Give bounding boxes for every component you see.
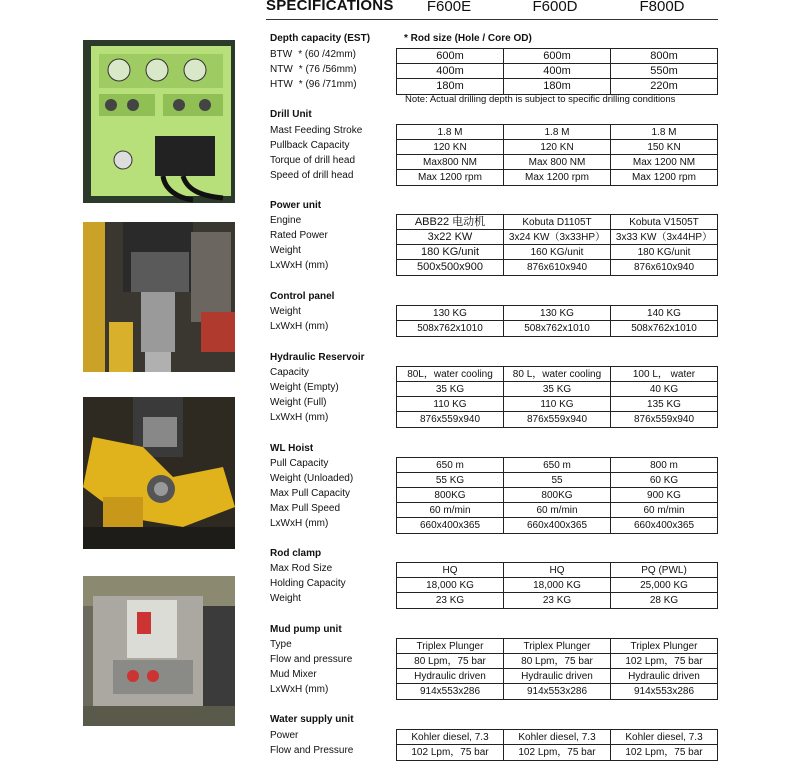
section-title-control-panel: Control panel	[270, 291, 335, 302]
table-cell: 876x559x940	[503, 412, 610, 427]
table-cell: 80 Lpm，75 bar	[396, 654, 503, 669]
row-label-text: Mast Feeding Stroke	[270, 125, 363, 136]
row-label-text: LxWxH (mm)	[270, 412, 329, 423]
table-row	[396, 48, 718, 64]
table-cell: 650 m	[503, 458, 610, 473]
table-cell: 60 m/min	[503, 503, 610, 518]
section-title-power-unit: Power unit	[270, 200, 322, 211]
table-cell: 80 Lpm，75 bar	[503, 654, 610, 669]
section-title-drill-unit: Drill Unit	[270, 109, 312, 120]
table-cell: 400m	[503, 64, 610, 79]
table-cell: Kohler diesel, 7.3	[503, 730, 610, 745]
rod-clamp-photo	[83, 397, 235, 549]
table-cell: 400m	[396, 64, 503, 79]
section-title-hydraulic: Hydraulic Reservoir	[270, 352, 365, 363]
table-cell: 600m	[396, 49, 503, 64]
row-label	[270, 125, 362, 136]
row-label	[270, 412, 328, 423]
row-label	[270, 458, 328, 469]
table-cell: 60 m/min	[396, 503, 503, 518]
table-cell: Hydraulic driven	[503, 669, 610, 684]
table-row	[396, 78, 718, 95]
table-row	[396, 502, 718, 518]
table-cell: 508x762x1010	[396, 321, 503, 336]
row-label	[270, 684, 328, 695]
table-row	[396, 638, 718, 654]
table-row	[396, 63, 718, 79]
row-label	[270, 140, 349, 151]
table-cell: 102 Lpm，75 bar	[396, 745, 503, 760]
table-row	[396, 729, 718, 745]
row-label	[270, 260, 328, 271]
row-label-text: Torque of drill head	[270, 155, 356, 166]
row-label	[270, 563, 332, 574]
table-cell: 1.8 M	[503, 125, 610, 140]
table-row	[396, 517, 718, 534]
table-cell: 876x559x940	[610, 412, 718, 427]
section-title-water-supply: Water supply unit	[270, 714, 354, 725]
table-cell: Triplex Plunger	[610, 639, 718, 654]
table-cell: 660x400x365	[503, 518, 610, 533]
row-label-text: Capacity	[270, 367, 309, 378]
row-label-text: Weight (Full)	[270, 397, 327, 408]
table-cell: 3x24 KW（3x33HP）	[503, 230, 610, 245]
row-label-text: Max Pull Capacity	[270, 488, 351, 499]
table-cell: 800m	[610, 49, 718, 64]
table-cell: Max 1200 NM	[610, 155, 718, 170]
table-cell: 800KG	[396, 488, 503, 503]
table-row	[396, 154, 718, 170]
row-label-text: Weight	[270, 245, 301, 256]
row-label	[270, 503, 340, 514]
row-label-text: LxWxH (mm)	[270, 321, 329, 332]
table-row	[396, 396, 718, 412]
table-row	[396, 169, 718, 186]
table-cell: 3x33 KW（3x44HP）	[610, 230, 718, 245]
table-cell: 800 m	[610, 458, 718, 473]
spec-title: SPECIFICATIONS	[266, 0, 394, 14]
row-label	[270, 382, 339, 393]
table-row	[396, 259, 718, 276]
table-row	[396, 592, 718, 609]
table-cell: 876x610x940	[503, 260, 610, 275]
table-cell: Max 1200 rpm	[396, 170, 503, 185]
row-label	[270, 245, 301, 256]
depth-note: Note: Actual drilling depth is subject to specific drilling conditions	[405, 94, 676, 105]
row-label	[270, 367, 309, 378]
table-cell: 150 KN	[610, 140, 718, 155]
row-label-text: Flow and Pressure	[270, 745, 354, 756]
table-row	[396, 411, 718, 428]
row-label-text: Rated Power	[270, 230, 328, 241]
table-cell: 110 KG	[396, 397, 503, 412]
row-label-text: Speed of drill head	[270, 170, 354, 181]
table-row	[396, 381, 718, 397]
table-cell: 600m	[503, 49, 610, 64]
table-cell: 914x553x286	[503, 684, 610, 699]
row-label	[270, 745, 353, 756]
row-label-text: Weight (Empty)	[270, 382, 339, 393]
row-label	[270, 669, 317, 680]
table-cell: 102 Lpm，75 bar	[503, 745, 610, 760]
table-cell: Kobuta D1105T	[503, 215, 610, 230]
row-label	[270, 215, 301, 226]
table-cell: 60 KG	[610, 473, 718, 488]
table-cell: Hydraulic driven	[610, 669, 718, 684]
row-label-text: Engine	[270, 215, 302, 226]
table-cell: 35 KG	[396, 382, 503, 397]
table-cell: 1.8 M	[396, 125, 503, 140]
table-cell: 102 Lpm，75 bar	[610, 745, 718, 760]
row-label-text: LxWxH (mm)	[270, 684, 329, 695]
table-row	[396, 487, 718, 503]
table-cell: 1.8 M	[610, 125, 718, 140]
control-panel-photo	[83, 40, 235, 203]
table-cell: 80L，water cooling	[396, 367, 503, 382]
table-cell: Max 1200 rpm	[503, 170, 610, 185]
model-f600e: F600E	[426, 0, 472, 15]
table-row	[396, 320, 718, 337]
table-cell: Kobuta V1505T	[610, 215, 718, 230]
table-cell: 55 KG	[396, 473, 503, 488]
table-cell: Hydraulic driven	[396, 669, 503, 684]
spec-header	[266, 0, 718, 20]
row-label-text: LxWxH (mm)	[270, 518, 329, 529]
table-row	[396, 668, 718, 684]
row-label-text: Mud Mixer	[270, 669, 317, 680]
table-cell: Triplex Plunger	[396, 639, 503, 654]
table-cell: 800KG	[503, 488, 610, 503]
row-label-text: Max Pull Speed	[270, 503, 341, 514]
table-cell: 160 KG/unit	[503, 245, 610, 260]
row-label	[270, 79, 357, 90]
model-f600d: F600D	[532, 0, 578, 15]
table-cell: Kohler diesel, 7.3	[610, 730, 718, 745]
drill-head-photo	[83, 222, 235, 372]
table-cell: 876x559x940	[396, 412, 503, 427]
table-cell: 28 KG	[610, 593, 718, 608]
table-cell: 660x400x365	[396, 518, 503, 533]
table-cell: 914x553x286	[396, 684, 503, 699]
power-unit-photo	[83, 576, 235, 726]
row-label	[270, 578, 346, 589]
table-cell: PQ (PWL)	[610, 563, 718, 578]
table-cell: 25,000 KG	[610, 578, 718, 593]
row-label	[270, 593, 301, 604]
table-cell: HQ	[396, 563, 503, 578]
row-label-text: Weight	[270, 306, 301, 317]
table-row	[396, 472, 718, 488]
table-cell: 500x500x900	[396, 260, 503, 275]
table-cell: 3x22 KW	[396, 230, 503, 245]
table-row	[396, 229, 718, 245]
table-cell: 23 KG	[503, 593, 610, 608]
table-row	[396, 653, 718, 669]
header-underline	[266, 19, 718, 20]
table-cell: 80 L，water cooling	[503, 367, 610, 382]
row-label	[270, 230, 328, 241]
table-cell: 876x610x940	[610, 260, 718, 275]
row-label-sub: * (76 /56mm)	[298, 64, 357, 75]
row-label-text: HTW	[270, 79, 293, 90]
table-cell: 60 m/min	[610, 503, 718, 518]
table-cell: 23 KG	[396, 593, 503, 608]
row-label-text: Weight	[270, 593, 301, 604]
table-cell: 135 KG	[610, 397, 718, 412]
table-row	[396, 683, 718, 700]
row-label-text: Power	[270, 730, 299, 741]
table-row	[396, 124, 718, 140]
row-label	[270, 170, 353, 181]
table-cell: 35 KG	[503, 382, 610, 397]
row-label	[270, 321, 328, 332]
table-row	[396, 577, 718, 593]
table-cell: 100 L， water	[610, 367, 718, 382]
row-label-text: Type	[270, 639, 292, 650]
row-label-sub: * (96 /71mm)	[298, 79, 357, 90]
row-label-text: Weight (Unloaded)	[270, 473, 354, 484]
table-cell: 55	[503, 473, 610, 488]
row-label-text: NTW	[270, 64, 293, 75]
table-cell: HQ	[503, 563, 610, 578]
section-title-mud-pump: Mud pump unit	[270, 624, 342, 635]
table-cell: 650 m	[396, 458, 503, 473]
table-cell: 660x400x365	[610, 518, 718, 533]
section-title-rod-clamp: Rod clamp	[270, 548, 322, 559]
row-label	[270, 518, 328, 529]
row-label	[270, 488, 350, 499]
table-cell: 508x762x1010	[610, 321, 718, 336]
table-cell: 18,000 KG	[503, 578, 610, 593]
table-row	[396, 562, 718, 578]
table-row	[396, 214, 718, 230]
table-row	[396, 139, 718, 155]
row-label	[270, 155, 355, 166]
table-cell: 110 KG	[503, 397, 610, 412]
table-cell: 900 KG	[610, 488, 718, 503]
table-cell: 102 Lpm，75 bar	[610, 654, 718, 669]
section-title-depth: Depth capacity (EST)	[270, 33, 371, 44]
row-label	[270, 639, 292, 650]
table-cell: 120 KN	[396, 140, 503, 155]
row-label-text: LxWxH (mm)	[270, 260, 329, 271]
row-label-text: Holding Capacity	[270, 578, 346, 589]
table-cell: Max800 NM	[396, 155, 503, 170]
row-label-sub: * (60 /42mm)	[298, 49, 357, 60]
row-label-text: Max Rod Size	[270, 563, 333, 574]
table-row	[396, 744, 718, 761]
table-cell: Max 800 NM	[503, 155, 610, 170]
table-cell: 180m	[396, 79, 503, 94]
row-label	[270, 473, 353, 484]
table-row	[396, 305, 718, 321]
table-row	[396, 366, 718, 382]
table-row	[396, 244, 718, 260]
table-cell: 40 KG	[610, 382, 718, 397]
row-label-text: Flow and pressure	[270, 654, 353, 665]
row-label-text: BTW	[270, 49, 293, 60]
section-title-wl-hoist: WL Hoist	[270, 443, 314, 454]
table-cell: 914x553x286	[610, 684, 718, 699]
table-cell: 120 KN	[503, 140, 610, 155]
table-cell: 180m	[503, 79, 610, 94]
table-cell: Kohler diesel, 7.3	[396, 730, 503, 745]
table-cell: 130 KG	[503, 306, 610, 321]
table-cell: 220m	[610, 79, 718, 94]
row-label	[270, 64, 357, 75]
table-cell: Max 1200 rpm	[610, 170, 718, 185]
table-cell: 180 KG/unit	[610, 245, 718, 260]
row-label-text: Pull Capacity	[270, 458, 329, 469]
table-cell: Triplex Plunger	[503, 639, 610, 654]
table-cell: 140 KG	[610, 306, 718, 321]
row-label	[270, 730, 298, 741]
row-label	[270, 654, 352, 665]
row-label	[270, 49, 356, 60]
table-row	[396, 457, 718, 473]
table-cell: 180 KG/unit	[396, 245, 503, 260]
row-label-text: Pullback Capacity	[270, 140, 350, 151]
model-f800d: F800D	[639, 0, 685, 15]
table-cell: 550m	[610, 64, 718, 79]
rod-size-note: * Rod size (Hole / Core OD)	[404, 33, 532, 44]
row-label	[270, 397, 327, 408]
table-cell: ABB22 电动机	[396, 215, 503, 230]
row-label	[270, 306, 301, 317]
table-cell: 508x762x1010	[503, 321, 610, 336]
table-cell: 18,000 KG	[396, 578, 503, 593]
table-cell: 130 KG	[396, 306, 503, 321]
